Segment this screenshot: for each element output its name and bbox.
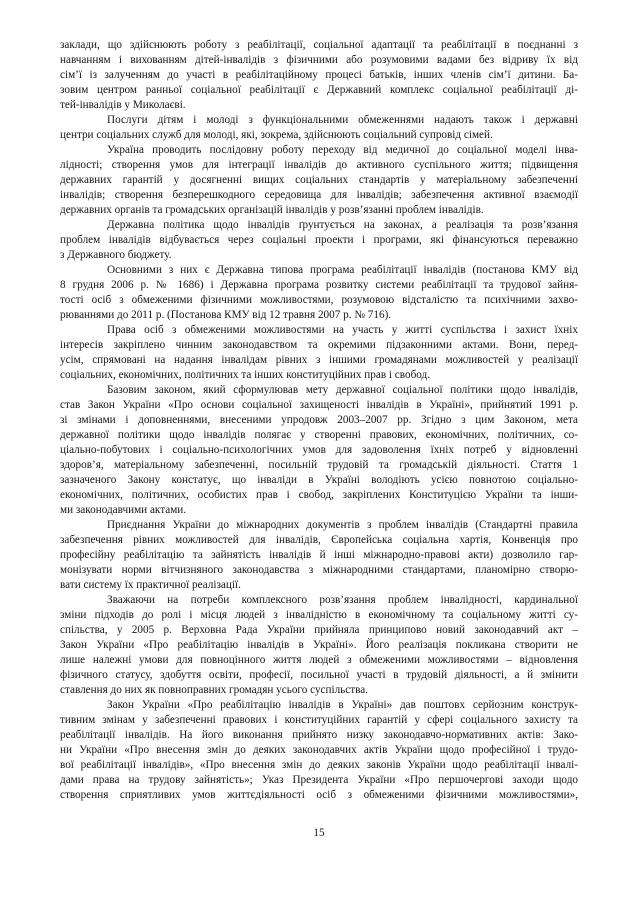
paragraph xyxy=(60,143,578,218)
text-line: інтересів закріплено чинним законодавством та окремими підзаконними актами. Вони, перед- xyxy=(60,339,578,351)
text-line: соціальних, економічних, політичних та інших конституційних прав і свобод. xyxy=(60,369,431,381)
text-line: Державна політика щодо інвалідів ґрунтується на законах, а реалізація та розв’язання xyxy=(107,219,578,231)
text-line: спільства, у 2005 р. Верховна Рада України прийняла принципово новий законодавчий акт – xyxy=(60,624,578,636)
text-line: Базовим законом, який сформулював мету державної соціальної політики щодо інвалідів, xyxy=(107,384,578,396)
text-line: здоров’я, матеріальному забезпеченні, посильній трудовій та громадській діяльності. Стаття 1 xyxy=(60,459,578,471)
page-number: 15 xyxy=(313,827,325,839)
paragraph xyxy=(60,38,578,113)
text-line: фізичного статусу, здобуття освіти, професії, посильної участі в трудовій діяльності, а й змінити xyxy=(60,669,578,681)
paragraph xyxy=(60,698,578,803)
text-line: забезпечення рівних можливостей для інвалідів, Європейська соціальна хартія, Конвенція про xyxy=(60,534,578,546)
text-line: Зважаючи на потреби комплексного розв’язання проблем інвалідності, кардинальної xyxy=(107,594,578,606)
text-line: державних органів та громадських організацій інвалідів у розв’язанні проблем інвалідів. xyxy=(60,204,484,216)
text-line: лідності; створення умов для інтеграції інвалідів до активного суспільного життя; підвищення xyxy=(60,159,578,171)
text-line: інвалідів; створення безперешкодного середовища для інвалідів; забезпечення активної взаємодії xyxy=(60,189,578,201)
text-line: став Закон України «Про основи соціальної захищеності інвалідів в Україні», прийнятий 1991 р. xyxy=(60,399,578,411)
text-line: Закон України «Про реабілітацію інвалідів в Україні». Його реалізація покликана створити не xyxy=(60,639,578,651)
paragraph xyxy=(60,383,578,518)
text-line: тості осіб з обмеженими фізичними можливостями, розумовою відсталістю та психічними захво- xyxy=(60,294,578,306)
text-line: Основними з них є Державна типова програма реабілітації інвалідів (постанова КМУ від xyxy=(107,264,578,276)
text-line: зміни підходів до ролі і місця людей з інвалідністю в економічному та соціальному житті су- xyxy=(60,609,578,621)
paragraph xyxy=(60,218,578,263)
paragraph xyxy=(60,593,578,698)
body-text xyxy=(60,38,578,803)
paragraph xyxy=(60,263,578,323)
text-line: лише належні умови для повноцінного життя людей з обмеженими можливостями – відновлення xyxy=(60,654,578,666)
text-line: дами права на трудову зайнятість»; Указ Президента України «Про першочергові заходи щодо xyxy=(60,774,578,786)
text-line: Права осіб з обмеженими можливостями на участь у житті суспільства і захист їхніх xyxy=(107,324,578,336)
text-line: центри соціальних служб для молоді, які, зокрема, здійснюють соціальний супровід сімей. xyxy=(60,129,493,141)
text-line: заклади, що здійснюють роботу з реабілітації, соціальної адаптації та реабілітації в поєднанні з xyxy=(60,39,578,51)
text-line: навчанням і вихованням дітей-інвалідів з фізичними або розумовими вадами без відриву їх від xyxy=(60,54,578,66)
text-line: державних гарантій у досягненні вищих соціальних стандартів у матеріальному забезпеченні xyxy=(60,174,578,186)
text-line: ставлення до них як повноправних громадян усього суспільства. xyxy=(60,684,369,696)
text-line: тей-інвалідів у Миколаєві. xyxy=(60,99,186,111)
text-line: проблем інвалідів відбувається через соціальні проекти і програми, які фінансуються переважно xyxy=(60,234,578,246)
text-line: зі змінами і доповненнями, внесеними упродовж 2003–2007 рр. Згідно з цим Законом, мета xyxy=(60,414,578,426)
text-line: усім, спрямовані на надання інвалідам рівних з іншими громадянами можливостей у реалізації xyxy=(60,354,578,366)
text-line: державної політики щодо інвалідів полягає у створенні правових, економічних, політичних, со- xyxy=(60,429,578,441)
text-line: вати систему їх практичної реалізації. xyxy=(60,579,241,591)
text-line: 8 грудня 2006 р. № 1686) і Державна програма розвитку системи реабілітації та трудової зайня- xyxy=(60,279,578,291)
text-line: створення сприятливих умов життєдіяльності осіб з обмеженими фізичними можливостями», xyxy=(60,789,578,801)
paragraph xyxy=(60,113,578,143)
paragraph xyxy=(60,323,578,383)
text-line: зовим центром ранньої соціальної реабілітації є Державний комплекс соціальної реабілітації ді- xyxy=(60,84,578,96)
text-line: з Державного бюджету. xyxy=(60,249,172,261)
text-line: Приєднання України до міжнародних документів з проблем інвалідів (Стандартні правила xyxy=(107,519,578,531)
text-line: монізувати норми вітчизняного законодавства з міжнародними стандартами, планомірно створю- xyxy=(60,564,578,576)
text-line: Послуги дітям і молоді з функціональними обмеженнями надають також і державні xyxy=(107,114,578,126)
text-line: реабілітації інвалідів. На його виконання прийнято низку законодавчо-нормативних актів: Зако- xyxy=(60,729,578,741)
paragraph xyxy=(60,518,578,593)
text-line: рюваннями до 2011 р. (Постанова КМУ від 12 травня 2007 р. № 716). xyxy=(60,309,392,321)
text-line: ціально-побутових і соціально-психологічних умов для задоволення їхніх потреб у відновленні xyxy=(60,444,578,456)
text-line: ми законодавчими актами. xyxy=(60,504,187,516)
text-line: економічних, політичних, особистих прав і свобод, закріплених Конституцією України та інши- xyxy=(60,489,578,501)
text-line: сім’ї із залученням до участі в реабілітаційному процесі батьків, інших членів сім’ї дитини. Ба- xyxy=(60,69,578,81)
text-line: ни України «Про внесення змін до деяких законодавчих актів України щодо професійної і трудо- xyxy=(60,744,578,756)
text-line: Україна проводить послідовну роботу переходу від медичної до соціальної моделі інва- xyxy=(107,144,578,156)
text-line: вої реабілітації інвалідів», «Про внесення змін до деяких законів України щодо реабілітації інвалі- xyxy=(60,759,578,771)
text-line: тивним змінам у забезпеченні правових і конституційних гарантій у сфері соціального захисту та xyxy=(60,714,578,726)
text-line: професійну реабілітацію та зайнятість інвалідів й інші міжнародно-правові акти) дозволило гар- xyxy=(60,549,578,561)
text-line: Закон України «Про реабілітацію інвалідів в Україні» дав поштовх серйозним конструк- xyxy=(107,699,578,711)
text-line: зазначеного Закону констатує, що інваліди в Україні володіють усією повнотою соціально- xyxy=(60,474,578,486)
